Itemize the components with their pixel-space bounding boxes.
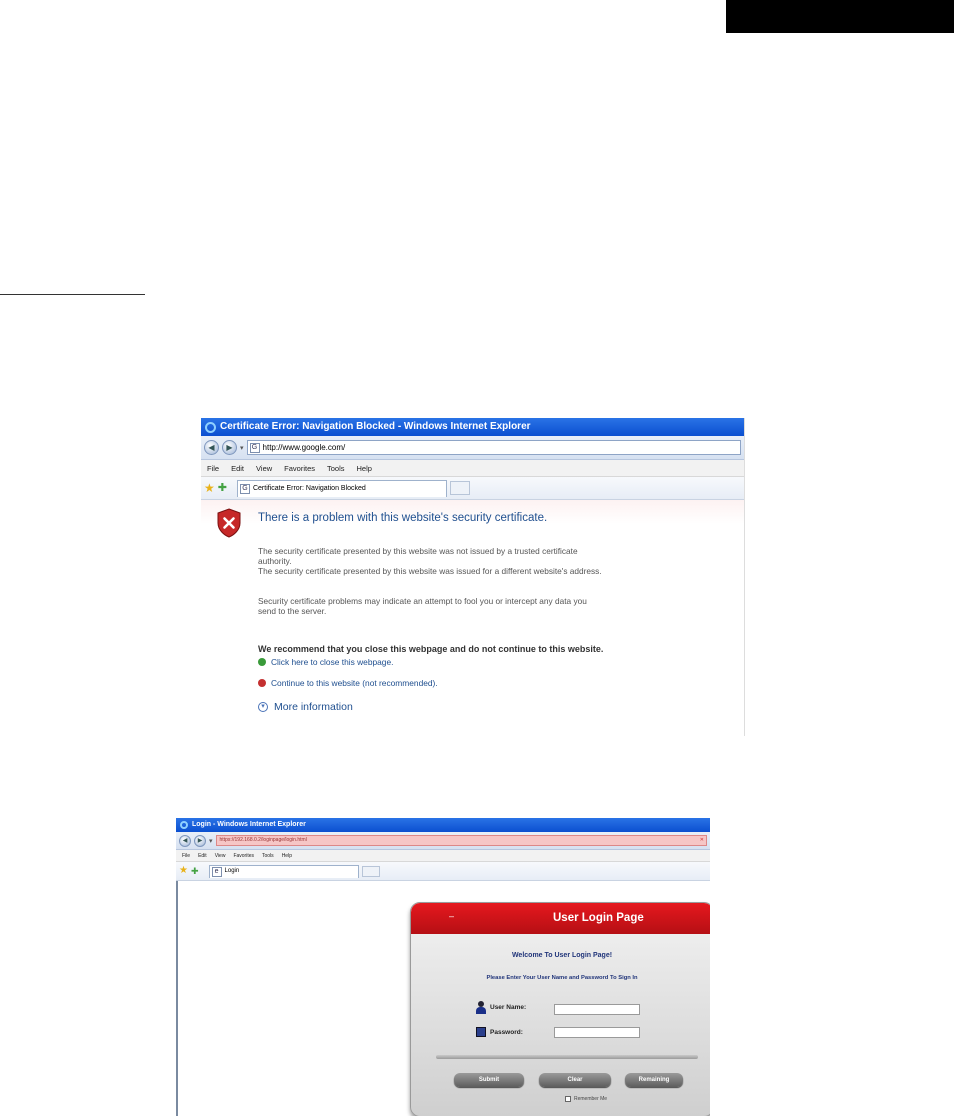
tab-label: Certificate Error: Navigation Blocked bbox=[252, 485, 366, 492]
address-text: https://192.168.0.2/loginpage/login.html bbox=[219, 837, 307, 843]
continue-website-link-label: Continue to this website (not recommended). bbox=[271, 678, 438, 688]
more-information-toggle[interactable] bbox=[258, 701, 353, 713]
panel-divider bbox=[436, 1055, 698, 1059]
site-favicon-icon: G bbox=[250, 443, 260, 453]
error-paragraph-1 bbox=[258, 546, 740, 576]
ie-logo-icon bbox=[180, 821, 188, 829]
login-panel-header bbox=[411, 903, 710, 934]
close-webpage-link-label: Click here to close this webpage. bbox=[271, 657, 394, 667]
clear-button[interactable] bbox=[539, 1073, 611, 1087]
menu-view[interactable]: View bbox=[256, 463, 273, 473]
tab-label: Login bbox=[224, 868, 240, 874]
submit-button[interactable] bbox=[454, 1073, 524, 1087]
tab-favicon-icon: e bbox=[212, 867, 222, 877]
continue-website-link[interactable] bbox=[258, 678, 438, 688]
history-dropdown-icon[interactable]: ▾ bbox=[209, 837, 213, 845]
tab-login[interactable] bbox=[209, 865, 359, 878]
favorites-star-icon[interactable]: ★ bbox=[179, 865, 188, 876]
password-input[interactable] bbox=[554, 1027, 640, 1038]
instruction-text: Please Enter Your User Name and Password To Sign In bbox=[486, 975, 638, 981]
window-title: Login - Windows Internet Explorer bbox=[192, 821, 306, 828]
forward-icon[interactable]: ▶ bbox=[222, 440, 237, 455]
login-page bbox=[176, 881, 710, 1116]
forward-icon[interactable]: ▶ bbox=[194, 835, 206, 847]
chevron-down-icon: ▾ bbox=[258, 702, 268, 712]
recommendation-text: We recommend that you close this webpage and do not continue to this website. bbox=[258, 644, 604, 654]
ok-check-icon bbox=[258, 658, 266, 666]
menu-file[interactable]: File bbox=[207, 463, 220, 473]
remaining-button-label: Remaining bbox=[638, 1077, 670, 1083]
cert-error-screenshot bbox=[201, 418, 745, 736]
username-input[interactable] bbox=[554, 1004, 640, 1015]
login-screenshot bbox=[176, 818, 710, 1116]
menu-tools[interactable]: Tools bbox=[327, 463, 345, 473]
tab-bar bbox=[176, 862, 710, 881]
username-label: User Name: bbox=[490, 1004, 527, 1011]
clear-button-label: Clear bbox=[567, 1077, 583, 1083]
add-favorite-icon[interactable]: ✚ bbox=[190, 865, 199, 876]
login-panel bbox=[410, 902, 710, 1116]
window-title: Certificate Error: Navigation Blocked - Windows Internet Explorer bbox=[220, 421, 531, 432]
menu-bar bbox=[201, 460, 744, 477]
panel-dash-icon: – bbox=[449, 911, 455, 921]
black-header-block bbox=[726, 0, 954, 33]
window-title-bar bbox=[176, 818, 710, 832]
error-heading: There is a problem with this website's security certificate. bbox=[258, 512, 548, 524]
tab-cert-error[interactable] bbox=[237, 480, 447, 497]
welcome-text: Welcome To User Login Page! bbox=[511, 952, 613, 959]
error-paragraph-1-line-3: The security certificate presented by this website was issued for a different website's address. bbox=[258, 566, 602, 576]
address-field[interactable] bbox=[216, 835, 707, 846]
menu-favorites[interactable]: Favorites bbox=[233, 852, 254, 859]
window-title-bar bbox=[201, 418, 744, 436]
favorites-star-icon[interactable]: ★ bbox=[204, 481, 215, 495]
close-webpage-link[interactable] bbox=[258, 657, 393, 667]
address-text: http://www.google.com/ bbox=[262, 443, 346, 452]
menu-help[interactable]: Help bbox=[281, 852, 292, 859]
password-row bbox=[476, 1027, 523, 1037]
error-paragraph-1-line-1: The security certificate presented by this website was not issued by a trusted certificate bbox=[258, 546, 578, 556]
new-tab-button[interactable] bbox=[362, 866, 380, 877]
user-icon bbox=[476, 1001, 486, 1014]
menu-help[interactable]: Help bbox=[356, 463, 372, 473]
back-icon[interactable]: ◀ bbox=[179, 835, 191, 847]
password-label: Password: bbox=[490, 1028, 523, 1036]
add-favorite-icon[interactable]: ✚ bbox=[217, 481, 227, 494]
certificate-error-icon[interactable]: ✕ bbox=[699, 837, 704, 843]
error-paragraph-2-line-2: send to the server. bbox=[258, 606, 327, 616]
remember-me-option[interactable] bbox=[565, 1096, 607, 1102]
menu-edit[interactable]: Edit bbox=[198, 852, 207, 859]
history-dropdown-icon[interactable]: ▾ bbox=[240, 444, 244, 452]
menu-file[interactable]: File bbox=[182, 852, 191, 859]
menu-favorites[interactable]: Favorites bbox=[284, 463, 315, 473]
tab-favicon-icon: G bbox=[240, 484, 250, 494]
menu-view[interactable]: View bbox=[214, 852, 226, 859]
error-paragraph-2 bbox=[258, 596, 740, 616]
back-icon[interactable]: ◀ bbox=[204, 440, 219, 455]
address-bar-row bbox=[201, 436, 744, 460]
submit-button-label: Submit bbox=[478, 1077, 500, 1083]
login-panel-title: User Login Page bbox=[553, 912, 644, 924]
error-paragraph-2-line-1: Security certificate problems may indicate an attempt to fool you or intercept any data you bbox=[258, 596, 587, 606]
remaining-button[interactable] bbox=[625, 1073, 683, 1087]
horizontal-rule bbox=[0, 294, 145, 295]
menu-edit[interactable]: Edit bbox=[231, 463, 245, 473]
error-paragraph-1-line-2: authority. bbox=[258, 556, 292, 566]
address-bar-row bbox=[176, 832, 710, 850]
address-field[interactable] bbox=[247, 440, 741, 455]
username-row bbox=[476, 1001, 526, 1014]
remember-me-label: Remember Me bbox=[574, 1096, 608, 1102]
tab-bar bbox=[201, 477, 744, 500]
shield-error-icon bbox=[216, 508, 242, 538]
menu-bar bbox=[176, 850, 710, 862]
ie-logo-icon bbox=[205, 422, 216, 433]
new-tab-button[interactable] bbox=[450, 481, 470, 495]
error-page bbox=[201, 500, 744, 719]
warning-shield-icon bbox=[258, 679, 266, 687]
menu-tools[interactable]: Tools bbox=[262, 852, 274, 859]
remember-me-checkbox[interactable] bbox=[565, 1096, 571, 1102]
more-information-label: More information bbox=[274, 701, 353, 713]
password-icon bbox=[476, 1027, 486, 1037]
